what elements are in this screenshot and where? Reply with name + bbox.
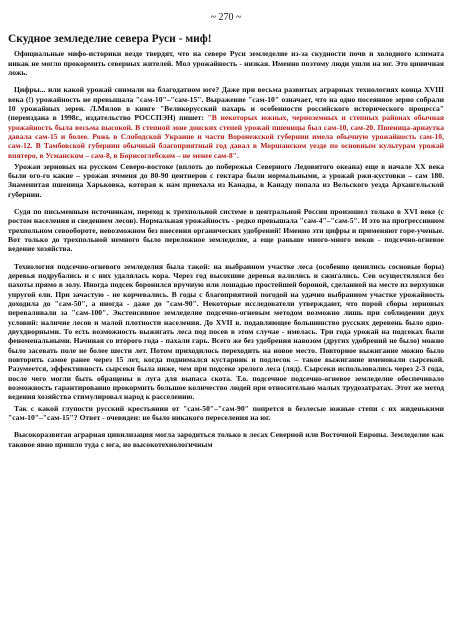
paragraph-5-text: Технология подсечно-огневого земледелия была такой: на выбранном участке леса (особенно ценились сосновые боры) деревья подрубались и с них удалялась кора. Через год высохшие деревья валились и сжигались. Сев осуществлялся без пахоты прямо в золу. Иногда подсек боронился вручную или лошадью простейшей бороной, сделанной на месте из верхушки упругой ели. При зачастую - не корчевались. В годы с благоприятной погодой на удачно выбранном участке урожайность доходила до "сам-50", а иногда - даже до "сам-90". Некоторые исследователи утверждают, что порой сборы зерновых переваливали за "сам-100". Экстенсивное земледелие подсечно-огневым методом возможно лишь при соблюдении двух условий: наличие лесов и малой плотности населения. До XVII в. подавляющее большинство русских деревень было одно-двухдворными. То есть возможность выжигать леса под посев в этом случае - имелась. Три года урожай на подсеках были феноменальными. Начиная со второго года - пахали гарь. Всего же без удобрения навозом (других удобрений не было) можно было засевать поле не более шести лет. Потом приходилось переходить на новое место. Повторное выжигание можно было повторить самое ранее через 15 лет, когда поднимался кустарник и подлесок – такое выжигание именовали сырсекой. Разумеется, эффективность сырсеки была ниже, чем при подсеке зрелого леса (ляд). Сырсеки использовались через 2-3 года, после чего могли быть обращены в луга для выпаса скота. Т.о. подсечное подсечно-огневое земледелие обеспечивало возможность гарантированно прокормить большое количество людей при относительно малых трудозатратах. Этот же метод ведения хозяйства стимулировал народ к расселению. bbox=[8, 261, 444, 402]
paragraph-4 bbox=[8, 207, 444, 254]
paragraph-3 bbox=[8, 162, 444, 199]
article-title: Скудное земледелие севера Руси - миф! bbox=[8, 33, 212, 45]
paragraph-2-quote: "В некоторых южных, черноземных и степных районах обычная урожайность была весьма высокой. В степной зоне донских степей урожай пшеницы был сам-10, сам-20. Пшеница-арнаутка давала сам-15 и более. Рожь в Слободской Украине и части Воронежской губернии имела обычную урожайность сам-10, сам-12. В Тамбовской губернии обычный благоприятный год давал в Моршанском уезде по основным культурам урожай впятеро, в Усманском – сам-8, в Борисоглебском – не менее сам-8". bbox=[8, 113, 444, 160]
paragraph-3-text: Урожаи зерновых на русском Северо-востоке (вплоть до побережья Северного Ледовитого океана) еще в начале XX века были ого-го какие – урожаи ячменя до 80-90 центнеров с гектара были нормальными, а урожай ржи-кустовки – сам 180. Знаменитая пшеница Харьковка, которая к нам приехала из Канады, в Канаду попала из Вельского уезда Архангельской губернии. bbox=[8, 161, 444, 199]
paragraph-2 bbox=[8, 85, 444, 160]
page-number: ~ 270 ~ bbox=[210, 12, 242, 23]
paragraph-6 bbox=[8, 404, 444, 423]
paragraph-5 bbox=[8, 262, 444, 402]
paragraph-4-text: Судя по письменным источникам, переход к трехпольной системе в центральной России произошел только в XVI веке (с ростом населения и сведением лесов). Нормальная урожайность - редко превышала "сам-4"–"сам-5". И это на прогрессивном трехпольном севообороте, невозможном без внесения органических удобрений! Именно эти цифры и применяют горе-ученые. Вот только до трехпольной немного было переложное земледелие, а еще раньше много-много веков - подсечно-огневое ведение хозяйства. bbox=[8, 207, 444, 254]
paragraph-7 bbox=[8, 430, 444, 449]
paragraph-6-text: Так с какой глупости русский крестьянин от "сам-50"–"сам-90" попрется в безлесые южные степи с их жиденькими "сам-10"–"сам-15"? Ответ - очевиден: не было никакого переселения на юг. bbox=[8, 403, 444, 423]
paragraph-2-text: Цифры... или какой урожай снимали на благодатном юге? Даже при весьма развитых аграрных технологиях конца XVIII века (!) урожайность не превышала "сам-10"–"сам-15". Выражение "сам-10" означает, что на одно посеянное зерно собрали 10 урожайных зерен. Л.Милов в книге "Великорусский пахарь и особенности российского исторического процесса" (переиздана в 1998г., издательство РОССПЭН) пишет: bbox=[8, 85, 444, 123]
paragraph-1-text: Официальные мифо-историки везде твердят, что на севере Руси земледелие из-за скудности почв и холодного климата никак не могло прокормить северных жителей. Мол урожайность - низкая. Именно поэтому люди ушли на юг. Это циничная ложь. bbox=[8, 49, 444, 77]
paragraph-7-text: Высокоразвитая аграрная цивилизация могла зародиться только в лесах Северной или Восточной Европы. Земледелие как таковое явно пришло туда с юга, но высокотехнологичным bbox=[8, 430, 444, 449]
paragraph-1 bbox=[8, 49, 444, 77]
